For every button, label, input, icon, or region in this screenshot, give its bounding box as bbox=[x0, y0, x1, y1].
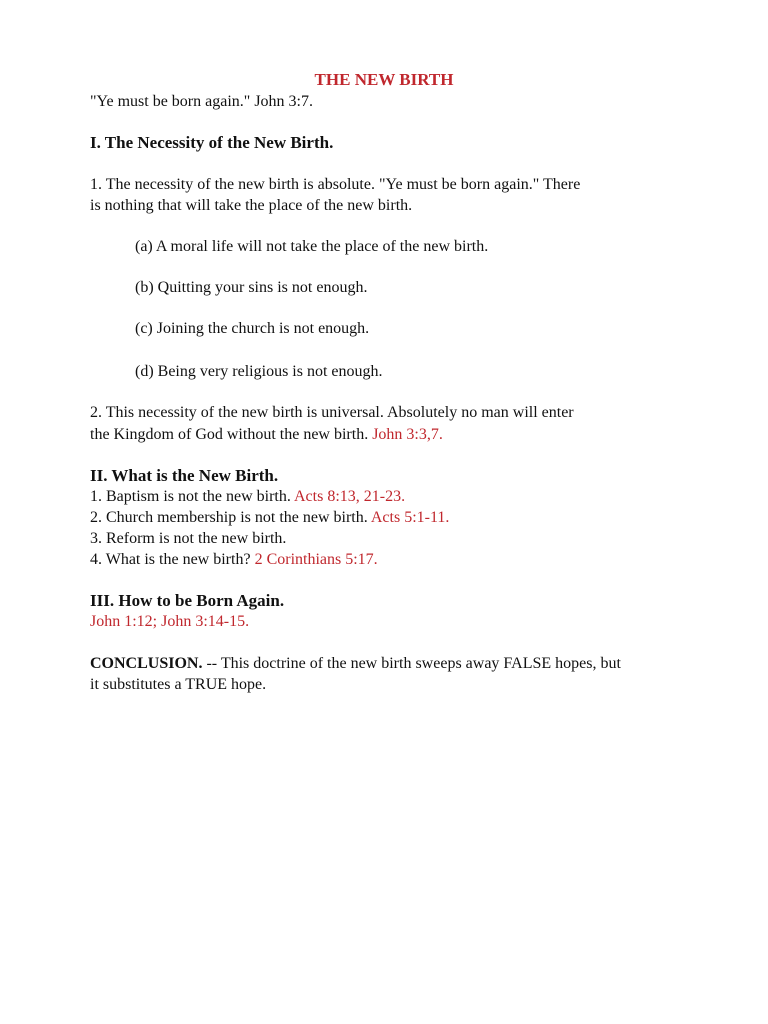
section1-point1-line2: is nothing that will take the place of the new birth. bbox=[90, 197, 413, 214]
section2-item-3 bbox=[90, 529, 286, 549]
section2-item-2 bbox=[90, 508, 449, 528]
section2-item-text: 1. Baptism is not the new birth. bbox=[90, 488, 294, 505]
section1-point2-text: the Kingdom of God without the new birth. bbox=[90, 426, 373, 443]
section2-item-4 bbox=[90, 550, 378, 570]
section3-heading: III. How to be Born Again. bbox=[90, 591, 285, 610]
document-title: THE NEW BIRTH bbox=[314, 70, 454, 89]
conclusion-text: -- This doctrine of the new birth sweeps away FALSE hopes, but bbox=[202, 655, 621, 672]
section2-item-text: 2. Church membership is not the new birth. bbox=[90, 509, 371, 526]
section1-point1-line1: 1. The necessity of the new birth is absolute. "Ye must be born again." There bbox=[90, 176, 581, 193]
scripture-reference: 2 Corinthians 5:17. bbox=[254, 551, 378, 568]
section2-item-text: 4. What is the new birth? bbox=[90, 551, 255, 568]
section1-point2-line1: 2. This necessity of the new birth is universal. Absolutely no man will enter bbox=[90, 404, 574, 421]
epigraph: "Ye must be born again." John 3:7. bbox=[90, 93, 313, 110]
section3-reference: John 1:12; John 3:14-15. bbox=[90, 613, 250, 630]
section1-sub-c: (c) Joining the church is not enough. bbox=[135, 320, 370, 337]
section1-heading: I. The Necessity of the New Birth. bbox=[90, 133, 334, 152]
section1-sub-a: (a) A moral life will not take the place of the new birth. bbox=[135, 238, 489, 255]
conclusion-label: CONCLUSION. bbox=[90, 655, 203, 672]
section1-sub-b: (b) Quitting your sins is not enough. bbox=[135, 279, 368, 296]
section2-item-text: 3. Reform is not the new birth. bbox=[90, 530, 287, 547]
conclusion-line2: it substitutes a TRUE hope. bbox=[90, 676, 267, 693]
section1-sub-d: (d) Being very religious is not enough. bbox=[135, 363, 383, 380]
scripture-reference: Acts 8:13, 21-23. bbox=[294, 488, 406, 505]
scripture-reference: John 3:3,7. bbox=[372, 426, 443, 443]
section2-item-1 bbox=[90, 487, 405, 507]
conclusion-line1 bbox=[90, 654, 621, 674]
section1-point2-line2 bbox=[90, 425, 443, 445]
scripture-reference: Acts 5:1-11. bbox=[370, 509, 450, 526]
section2-heading: II. What is the New Birth. bbox=[90, 466, 279, 485]
